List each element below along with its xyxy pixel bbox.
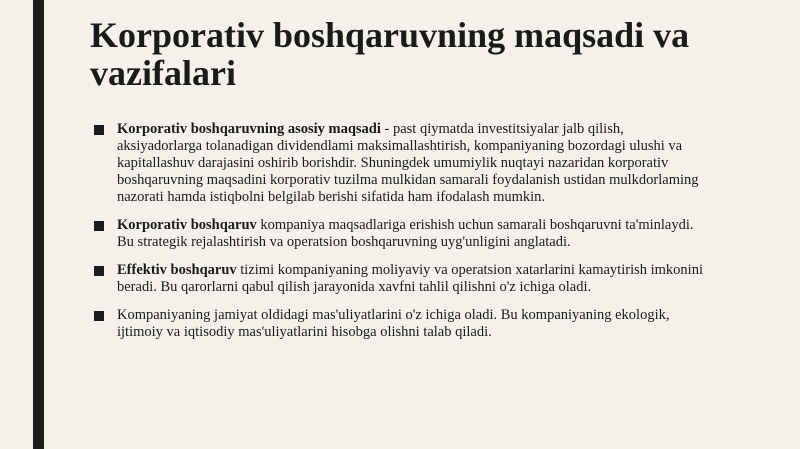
square-bullet-icon — [94, 221, 104, 231]
square-bullet-icon — [94, 311, 104, 321]
bullet-body-text: kompaniya maqsadlariga erishish uchun samarali boshqaruvni ta'minlaydi. Bu strategik rejalashtirish va operatsion boshqaruvning uyg'unligini anglatadi. — [117, 217, 694, 250]
bullet-text — [117, 121, 699, 205]
bullet-body-text: Kompaniyaning jamiyat oldidagi mas'uliyatlarini o'z ichiga oladi. Bu kompaniyaning ekologik, ijtimoiy va iqtisodiy mas'uliyatlarini hisobga olishni talab qiladi. — [117, 307, 670, 340]
list-item — [94, 307, 709, 341]
bullet-text — [117, 307, 670, 340]
list-item — [94, 217, 709, 251]
bullet-body-text: - past qiymatda investitsiyalar jalb qilish, aksiyadorlarga tolanadigan dividendlami maksimallashtirish, kompaniyaning bozordagi ulushi va kapitallashuv darajasini oshirib borishdir. Shuningdek umumiylik nuqtayi nazaridan korporativ boshqaruvning maqsadini korporativ tuzilma mulkidan samarali foydalanish ustidan mulkdorlaming nazorati hamda istiqbolni belgilab berishi sifatida ham ifodalash mumkin. — [117, 121, 699, 205]
square-bullet-icon — [94, 125, 104, 135]
bullet-bold-text: Korporativ boshqaruv — [117, 217, 257, 233]
list-item — [94, 262, 709, 296]
bullet-bold-text: Effektiv boshqaruv — [117, 262, 237, 278]
bullet-list — [94, 121, 709, 352]
bullet-text — [117, 262, 703, 295]
bullet-body-text: tizimi kompaniyaning moliyaviy va operatsion xatarlarini kamaytirish imkonini beradi. Bu qarorlarni qabul qilish jarayonida xavfni tahlil qilishni o'z ichiga oladi. — [117, 262, 703, 295]
left-accent-bar — [33, 0, 44, 449]
square-bullet-icon — [94, 266, 104, 276]
slide-title: Korporativ boshqaruvning maqsadi va vazifalari — [90, 15, 690, 93]
list-item — [94, 121, 709, 206]
bullet-text — [117, 217, 694, 250]
bullet-bold-text: Korporativ boshqaruvning asosiy maqsadi — [117, 121, 381, 137]
